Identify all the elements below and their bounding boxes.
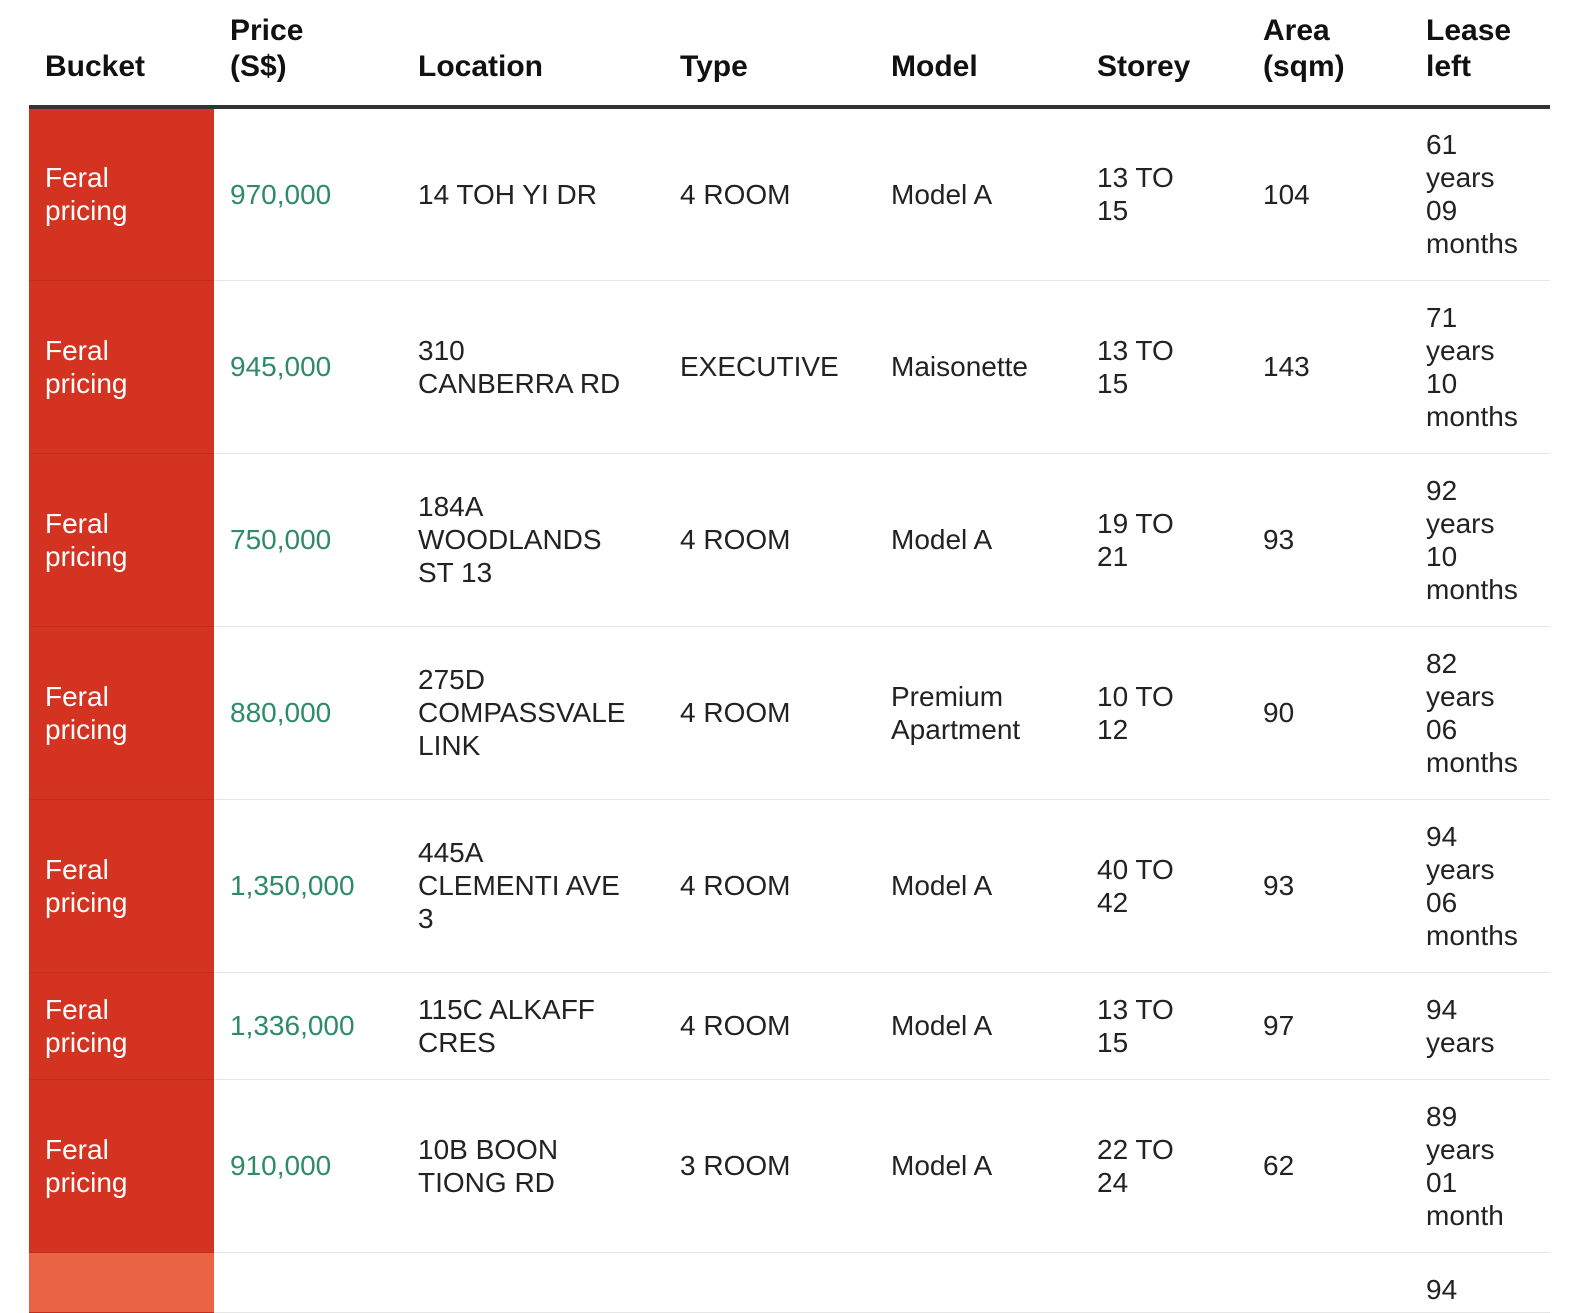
location-cell [402, 972, 664, 1079]
model-line: Model A [891, 870, 993, 901]
location-line: WOODLANDS [418, 524, 602, 555]
bucket-line: Feral [45, 507, 109, 539]
storey-line: 15 [1097, 195, 1129, 227]
lease-line: 61 [1426, 129, 1458, 161]
type-cell [664, 1252, 875, 1312]
header-storey-line: Storey [1097, 50, 1191, 83]
bucket-cell [29, 626, 214, 799]
type-cell: 4 ROOM [664, 972, 875, 1079]
location-cell [402, 1252, 664, 1312]
storey-cell [1081, 107, 1247, 280]
model-cell [875, 280, 1081, 453]
storey-line: 22 TO [1097, 1133, 1174, 1165]
storey-line: 10 TO [1097, 680, 1174, 712]
table-row[interactable] [29, 626, 1550, 799]
model-line: Maisonette [891, 351, 1028, 382]
storey-cell [1081, 972, 1247, 1079]
area-cell: 143 [1247, 280, 1410, 453]
table-row[interactable] [29, 1079, 1550, 1252]
storey-line: 24 [1097, 1166, 1129, 1198]
price-cell [214, 1252, 402, 1312]
bucket-cell [29, 799, 214, 972]
lease-line: years [1426, 334, 1495, 366]
bucket-line: Feral [45, 162, 109, 194]
header-area-line: Area [1263, 14, 1330, 47]
bucket-line: Feral [45, 853, 109, 885]
header-price-line: Price [230, 14, 304, 47]
header-location-line: Location [418, 50, 543, 83]
storey-line: 12 [1097, 713, 1129, 745]
storey-cell [1081, 280, 1247, 453]
type-cell: 4 ROOM [664, 799, 875, 972]
area-cell: 93 [1247, 453, 1410, 626]
model-cell [875, 799, 1081, 972]
header-bucket-line: Bucket [45, 50, 146, 83]
header-storey[interactable] [1081, 0, 1247, 107]
header-area[interactable] [1247, 0, 1410, 107]
model-cell [875, 1252, 1081, 1312]
location-line: TIONG RD [418, 1166, 555, 1198]
bucket-line: pricing [45, 1166, 128, 1198]
header-location[interactable] [402, 0, 664, 107]
header-area-line: (sqm) [1263, 50, 1345, 83]
bucket-line: Feral [45, 334, 109, 366]
price-cell: 750,000 [214, 453, 402, 626]
type-cell: 3 ROOM [664, 1079, 875, 1252]
model-cell [875, 453, 1081, 626]
table-row[interactable] [29, 107, 1550, 280]
table-row[interactable] [29, 280, 1550, 453]
type-cell: 4 ROOM [664, 107, 875, 280]
model-line: Model A [891, 178, 993, 210]
lease-cell [1410, 453, 1550, 626]
lease-line: years [1426, 507, 1495, 539]
storey-cell [1081, 799, 1247, 972]
location-cell [402, 453, 664, 626]
model-cell [875, 972, 1081, 1079]
price-cell: 945,000 [214, 280, 402, 453]
header-model-line: Model [891, 50, 978, 83]
table-row[interactable] [29, 799, 1550, 972]
price-cell: 880,000 [214, 626, 402, 799]
lease-line: 06 [1426, 713, 1458, 745]
area-cell: 93 [1247, 799, 1410, 972]
storey-line: 13 TO [1097, 993, 1174, 1025]
location-line: CLEMENTI AVE [418, 870, 620, 901]
lease-line: years [1426, 1133, 1495, 1165]
area-cell: 97 [1247, 972, 1410, 1079]
lease-cell [1410, 107, 1550, 280]
listing-table-container [29, 0, 1550, 1313]
header-type-line: Type [680, 50, 748, 83]
lease-line: years [1426, 680, 1495, 712]
header-type[interactable] [664, 0, 875, 107]
table-row[interactable] [29, 972, 1550, 1079]
lease-line: years [1426, 1026, 1495, 1058]
table-row[interactable] [29, 453, 1550, 626]
bucket-line: pricing [45, 886, 128, 918]
bucket-line: Feral [45, 680, 109, 712]
storey-cell [1081, 1252, 1247, 1312]
resale-listing-table [29, 0, 1550, 1313]
model-line: Model A [891, 1150, 993, 1181]
lease-line: 94 [1426, 820, 1458, 852]
lease-line: months [1426, 400, 1518, 432]
storey-cell [1081, 626, 1247, 799]
storey-line: 13 TO [1097, 162, 1174, 194]
storey-line: 15 [1097, 1026, 1129, 1058]
lease-cell [1410, 1079, 1550, 1252]
storey-cell [1081, 453, 1247, 626]
lease-line: months [1426, 228, 1518, 260]
lease-line: months [1426, 746, 1518, 778]
lease-line: years [1426, 853, 1495, 885]
price-cell: 1,350,000 [214, 799, 402, 972]
location-cell [402, 626, 664, 799]
storey-line: 19 TO [1097, 507, 1174, 539]
bucket-line: Feral [45, 993, 109, 1025]
lease-line: months [1426, 573, 1518, 605]
bucket-cell [29, 1079, 214, 1252]
lease-line: 10 [1426, 540, 1458, 572]
bucket-cell [29, 1252, 214, 1312]
bucket-line: pricing [45, 195, 128, 227]
price-cell: 1,336,000 [214, 972, 402, 1079]
lease-line: 10 [1426, 367, 1458, 399]
header-bucket[interactable] [29, 0, 214, 107]
storey-cell [1081, 1079, 1247, 1252]
lease-line: 71 [1426, 301, 1458, 333]
model-line: Model A [891, 1010, 993, 1041]
location-line: 310 [418, 334, 465, 366]
location-line: COMPASSVALE [418, 697, 626, 728]
bucket-cell [29, 107, 214, 280]
lease-line: years [1426, 162, 1495, 194]
header-price-line: (S$) [230, 50, 287, 83]
lease-line: 09 [1426, 195, 1458, 227]
location-line: 3 [418, 903, 434, 934]
bucket-line: pricing [45, 540, 128, 572]
lease-line: 92 [1426, 474, 1458, 506]
lease-line: months [1426, 919, 1518, 951]
location-line: 275D [418, 664, 485, 695]
lease-cell [1410, 799, 1550, 972]
area-cell [1247, 1252, 1410, 1312]
model-line: Premium [891, 680, 1004, 712]
type-cell: 4 ROOM [664, 453, 875, 626]
header-lease-line: Lease [1426, 14, 1512, 47]
model-cell [875, 107, 1081, 280]
header-model[interactable] [875, 0, 1081, 107]
bucket-cell [29, 280, 214, 453]
table-header [29, 0, 1550, 107]
bucket-cell [29, 972, 214, 1079]
lease-line: 89 [1426, 1100, 1458, 1132]
storey-line: 13 TO [1097, 334, 1174, 366]
location-line: 14 TOH YI DR [418, 178, 597, 210]
lease-line: 01 [1426, 1166, 1458, 1198]
location-line: CANBERRA RD [418, 367, 621, 399]
area-cell: 90 [1247, 626, 1410, 799]
header-lease-line: left [1426, 50, 1471, 83]
lease-line: 06 [1426, 886, 1458, 918]
model-cell [875, 626, 1081, 799]
location-line: 445A [418, 837, 484, 868]
price-cell: 970,000 [214, 107, 402, 280]
lease-line: 82 [1426, 647, 1458, 679]
header-lease[interactable] [1410, 0, 1550, 107]
lease-cell [1410, 280, 1550, 453]
location-line: LINK [418, 730, 481, 761]
price-cell: 910,000 [214, 1079, 402, 1252]
type-cell: 4 ROOM [664, 626, 875, 799]
storey-line: 21 [1097, 540, 1129, 572]
bucket-line: pricing [45, 1026, 128, 1058]
storey-line: 42 [1097, 886, 1129, 918]
storey-line: 15 [1097, 367, 1129, 399]
location-line: ST 13 [418, 557, 493, 588]
lease-line: 94 [1426, 1273, 1458, 1305]
storey-line: 40 TO [1097, 853, 1174, 885]
model-line: Model A [891, 524, 993, 555]
area-cell: 62 [1247, 1079, 1410, 1252]
header-price[interactable] [214, 0, 402, 107]
lease-cell [1410, 1252, 1550, 1312]
location-line: CRES [418, 1026, 496, 1058]
lease-line: month [1426, 1199, 1504, 1231]
type-cell: EXECUTIVE [664, 280, 875, 453]
location-cell [402, 107, 664, 280]
table-body [29, 107, 1550, 1312]
location-cell [402, 1079, 664, 1252]
model-cell [875, 1079, 1081, 1252]
location-cell [402, 280, 664, 453]
lease-line: 94 [1426, 993, 1458, 1025]
model-line: Apartment [891, 713, 1021, 745]
location-line: 10B BOON [418, 1133, 559, 1165]
area-cell: 104 [1247, 107, 1410, 280]
bucket-cell [29, 453, 214, 626]
lease-cell [1410, 626, 1550, 799]
location-cell [402, 799, 664, 972]
header-row [29, 0, 1550, 107]
location-line: 115C ALKAFF [418, 993, 595, 1025]
table-row-partial [29, 1252, 1550, 1312]
bucket-line: Feral [45, 1133, 109, 1165]
lease-cell [1410, 972, 1550, 1079]
bucket-line: pricing [45, 367, 128, 399]
bucket-line: pricing [45, 713, 128, 745]
location-line: 184A [418, 491, 484, 522]
